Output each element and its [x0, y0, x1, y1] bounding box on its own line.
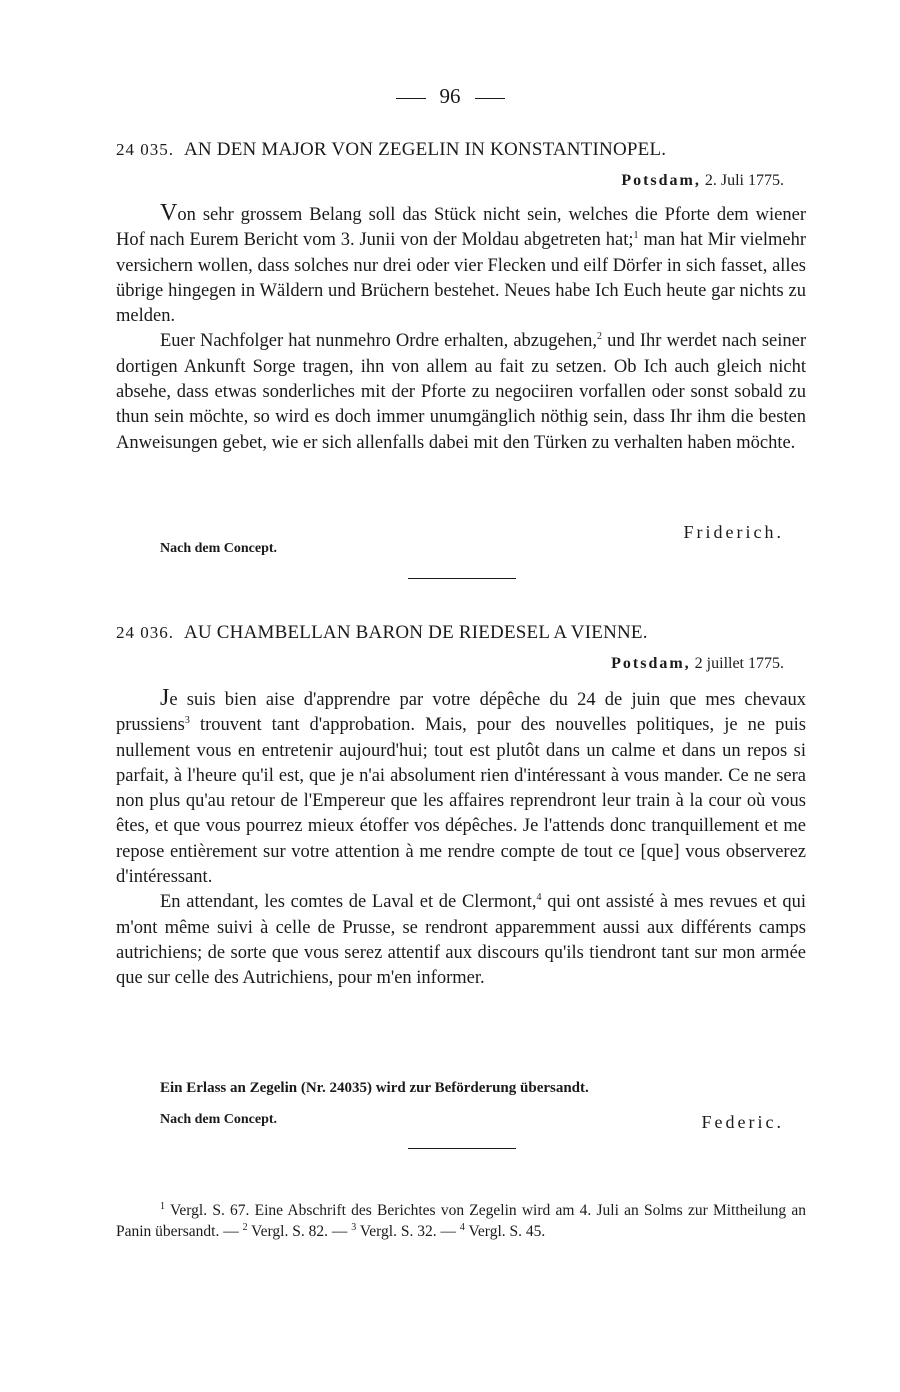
date-place: Potsdam, [611, 655, 691, 672]
letter-body [116, 686, 806, 992]
dash-left [396, 98, 426, 99]
letter-body [116, 201, 806, 456]
letter-date [621, 172, 784, 190]
source-note: Nach dem Concept. [160, 1112, 278, 1127]
letter-heading [116, 139, 806, 161]
section-divider [408, 578, 516, 579]
date-text: 2. Juli 1775. [704, 172, 784, 189]
dash-right [475, 98, 505, 99]
paragraph: Euer Nachfolger hat nunmehro Ordre erhalten, abzugehen,$^2$ und Ihr werdet nach seiner dortigen Ankunft Sorge tragen, ihn von allem au fait zu setzen. Ob Ich auch gleich nicht absehe, dass etwas sonderliches mit der Pforte zu negociiren vorfallen oder sonst sobald zu thun sein möchte, so wird es doch immer unumgänglich nöthig sein, dass Ihr ihm die besten Anweisungen gebet, wie er sich allenfalls dabei mit den Türken zu verhalten haben möchte. [116, 331, 806, 453]
footnote-ref: 2 [597, 331, 603, 343]
signature: Friderich. [683, 522, 784, 542]
date-text: 2 juillet 1775. [694, 655, 784, 672]
extra-note: Ein Erlass an Zegelin (Nr. 24035) wird zur Beförderung übersandt. [160, 1080, 589, 1096]
signature: Federic. [701, 1112, 784, 1132]
page-number: 96 [0, 84, 900, 109]
footnote-ref: 4 [536, 892, 542, 904]
letter-title: AU CHAMBELLAN BARON DE RIEDESEL A VIENNE. [184, 622, 648, 643]
paragraph: En attendant, les comtes de Laval et de Clermont,$^4$ qui ont assisté à mes revues et qui m'ont même suivi à celle de Prusse, se rendront apparemment aussi aux différents camps autrichiens; de sorte que vous serez attentif aux discours qu'ils tiendront tant sur mon armée que sur celle des Autrichiens, pour m'en informer. [116, 892, 806, 989]
footnotes [116, 1200, 806, 1242]
footnote-ref: 1 [633, 230, 639, 242]
letter-title: AN DEN MAJOR VON ZEGELIN IN KONSTANTINOPEL. [184, 139, 667, 160]
paragraph: Je suis bien aise d'apprendre par votre dépêche du 24 de juin que mes chevaux prussiens$^3$ trouvent tant d'approbation. Mais, pour des nouvelles politiques, je ne puis nullement vous en entretenir aujourd'hui; tout est plutôt dans un calme et dans un repos si parfait, à l'heure qu'il est, que je n'ai absolument rien d'intéressant à vous mander. Ce ne sera non plus qu'au retour de l'Empereur que les affaires reprendront leur train à la cour où vous êtes, et que vous pourrez mieux étoffer vos dépêches. Je l'attends donc tranquillement et me repose entièrement sur votre attention à me rendre compte de tout ce [que] vous observerez d'intéressant. [116, 685, 806, 888]
date-place: Potsdam, [621, 172, 701, 189]
letter-number: 24 036. [116, 623, 174, 642]
source-note: Nach dem Concept. [160, 541, 278, 556]
paragraph: Von sehr grossem Belang soll das Stück nicht sein, welches die Pforte dem wiener Hof nach Eurem Bericht vom 3. Junii von der Moldau abgetreten hat;$^1$ man hat Mir vielmehr versichern wollen, dass solches nur drei oder vier Flecken und eilf Dörfer in sich fasset, alles übrige hingegen in Wäldern und Brüchern bestehet. Neues habe Ich Euch heute gar nichts zu melden. [116, 200, 806, 327]
letter-date [611, 655, 784, 673]
letter-heading [116, 622, 806, 644]
letter-number: 24 035. [116, 140, 174, 159]
footnote-ref: 3 [184, 715, 190, 727]
footnote-divider [408, 1148, 516, 1149]
footnote-text: $^1$ Vergl. S. 67. Eine Abschrift des Berichtes von Zegelin wird am 4. Juli an Solms zur Mittheilung an Panin übersandt. — $^2$ Vergl. S. 82. — $^3$ Vergl. S. 32. — $^4$ Vergl. S. 45. [116, 1200, 806, 1240]
